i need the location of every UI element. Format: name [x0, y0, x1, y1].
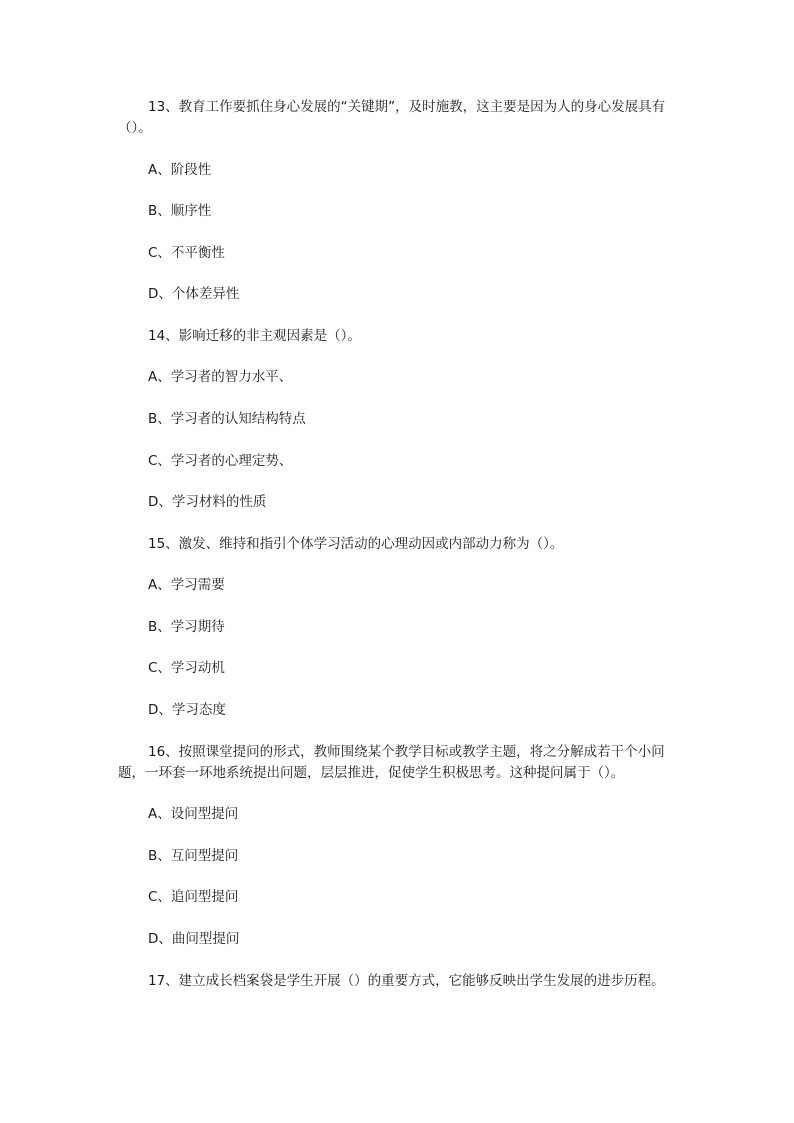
q13-option-d: D、个体差异性 — [148, 286, 240, 302]
q14-option-c: C、学习者的心理定势、 — [148, 453, 293, 469]
question-17: 17、建立成长档案袋是学生开展（）的重要方式，它能够反映出学生发展的进步历程。 — [148, 973, 665, 989]
q15-option-b: B、学习期待 — [148, 619, 225, 635]
q14-option-a: A、学习者的智力水平、 — [148, 369, 293, 385]
q15-option-d: D、学习态度 — [148, 702, 226, 718]
question-16: 16、按照课堂提问的形式，教师围绕某个教学目标或教学主题，将之分解成若干个小问题，一环套一环地系统提出问题，层层推进，促使学生积极思考。这种提问属于（）。 — [118, 744, 665, 781]
q14-option-b: B、学习者的认知结构特点 — [148, 411, 306, 427]
q13-option-c: C、不平衡性 — [148, 245, 225, 261]
q14-option-d: D、学习材料的性质 — [148, 494, 267, 510]
q16-option-b: B、互问型提问 — [148, 848, 239, 864]
question-14: 14、影响迁移的非主观因素是（）。 — [148, 328, 361, 344]
q16-option-c: C、追问型提问 — [148, 889, 239, 905]
q13-option-a: A、阶段性 — [148, 162, 212, 178]
question-15: 15、激发、维持和指引个体学习活动的心理动因或内部动力称为（）。 — [148, 536, 564, 552]
q16-option-a: A、设问型提问 — [148, 806, 239, 822]
q16-option-d: D、曲问型提问 — [148, 931, 240, 947]
question-13: 13、教育工作要抓住身心发展的“关键期”，及时施教，这主要是因为人的身心发展具有（）。 — [118, 99, 666, 136]
q15-option-c: C、学习动机 — [148, 660, 225, 676]
q15-option-a: A、学习需要 — [148, 577, 225, 593]
q13-option-b: B、顺序性 — [148, 203, 212, 219]
